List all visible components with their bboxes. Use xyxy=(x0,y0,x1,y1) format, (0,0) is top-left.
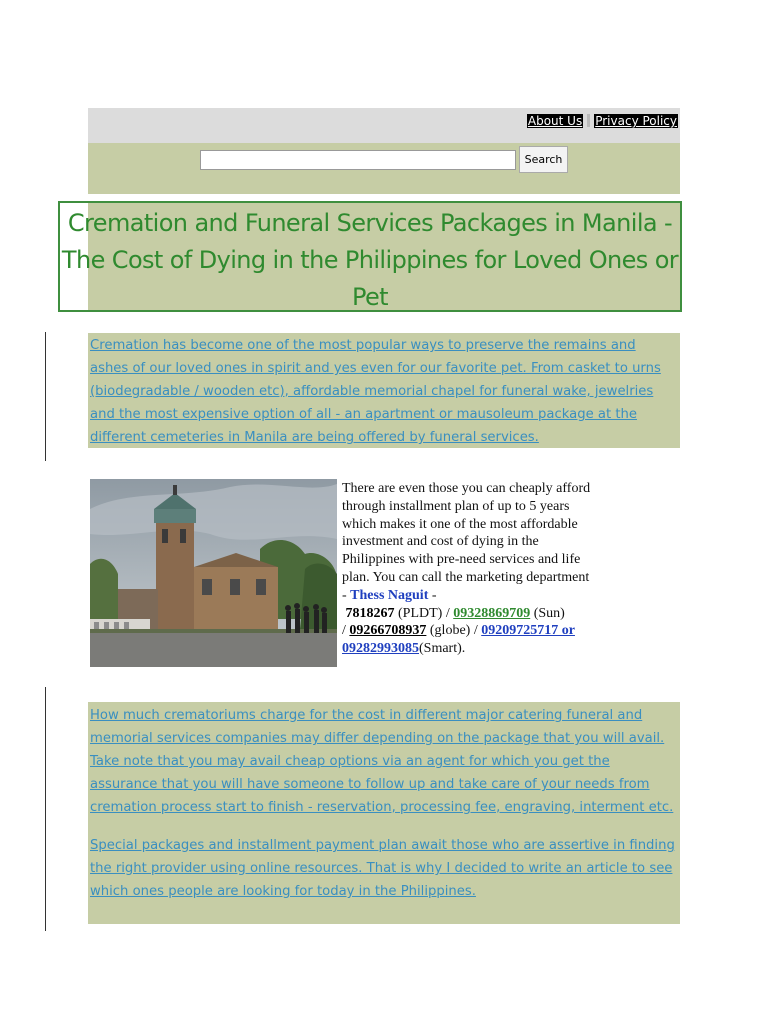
top-nav-bar xyxy=(88,108,680,143)
top-links xyxy=(527,114,678,128)
search-bar xyxy=(88,143,680,194)
contact-name: Thess Naguit xyxy=(350,587,429,603)
crematorium-building-image xyxy=(90,479,337,667)
margin-rule xyxy=(45,687,46,931)
cost-paragraph-link[interactable]: How much crematoriums charge for the cost in different major catering funeral and memorial services companies may differ depending on the package that you will avail. Take note that you may avail cheap options via an agent for which you get the assurance that you will have someone to follow up and take care of your needs from cremation process start to finish - reservation, processing fee, engraving, interment etc. xyxy=(90,708,674,815)
privacy-policy-link[interactable]: Privacy Policy xyxy=(595,114,677,128)
smart-label: (Smart). xyxy=(419,641,466,657)
phone-globe-link[interactable]: 09266708937 xyxy=(349,623,427,639)
search-input[interactable] xyxy=(200,150,516,170)
contact-intro: There are even those you can cheaply afford through installment plan of up to 5 years which makes it one of the most affordable investment and cost of dying in the Philippines with pre-need services and life plan. You can call the marketing department - xyxy=(342,481,591,603)
title-box xyxy=(58,201,682,312)
search-button[interactable]: Search xyxy=(519,146,568,173)
phone-sun-link[interactable]: 09328869709 xyxy=(453,605,531,621)
link-separator xyxy=(587,114,590,127)
sun-label: (Sun) xyxy=(530,605,565,621)
intro-paragraph-link[interactable]: Cremation has become one of the most popular ways to preserve the remains and ashes of our loved ones in spirit and yes even for our favorite pet. From casket to urns (biodegradable / wooden etc), affordable memorial chapel for funeral wake, jewelries and the most expensive option of all - an apartment or mausoleum package at the different cemeteries in Manila are being offered by funeral services. xyxy=(90,338,661,445)
phone-smart-link[interactable]: 09209725717 or 09282993085 xyxy=(342,623,575,657)
contact-dash: - xyxy=(428,587,437,603)
pldt-label: (PLDT) / xyxy=(394,605,454,621)
slash: / xyxy=(342,623,350,639)
globe-label: (globe) / xyxy=(426,623,482,639)
margin-rule xyxy=(45,332,46,461)
crematorium-photo xyxy=(90,479,337,667)
contact-text xyxy=(342,480,596,658)
phone-pldt: 7818267 xyxy=(345,605,395,621)
page-title: Cremation and Funeral Services Packages in Manila - The Cost of Dying in the Philippines for Loved Ones or Pet xyxy=(61,209,679,311)
intro-block xyxy=(88,333,680,448)
body-block xyxy=(88,702,680,924)
packages-paragraph-link[interactable]: Special packages and installment payment plan await those who are assertive in finding the right provider using online resources. That is why I decided to write an article to see which ones people are looking for today in the Philippines. xyxy=(90,838,675,899)
about-us-link[interactable]: About Us xyxy=(527,114,583,128)
